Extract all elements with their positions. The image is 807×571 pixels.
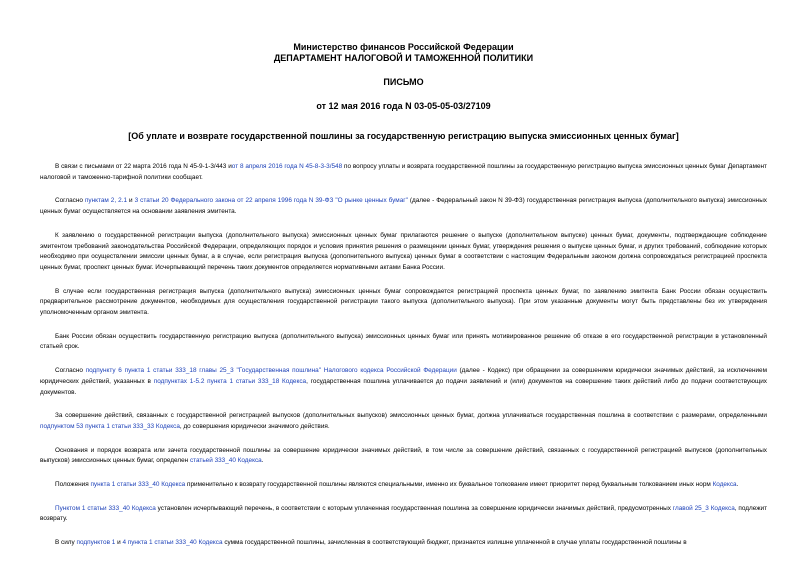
body-paragraph [40, 366, 767, 398]
document-reference-link[interactable]: подпунктом 53 пункта 1 статьи 333_33 Кодекса [40, 422, 180, 430]
body-paragraph [40, 196, 767, 217]
document-reference-link[interactable]: Кодекса [712, 481, 737, 489]
paragraph-text: . [261, 457, 264, 465]
paragraph-text: (далее - Кодекс) при обращении за совершением юридически значимых действий, за исключением юридических действий, указанных в [40, 367, 767, 385]
paragraph-text: и [115, 539, 123, 547]
paragraph-text: Банк России обязан осуществить государственную регистрацию выпуска (дополнительного выпуска) эмиссионных ценных бумаг или принять мотивированное решение об отказе в его государственной регистрации в установленный статьей срок. [40, 332, 767, 351]
paragraph-text: (далее - Федеральный закон N 39-ФЗ) государственная регистрация выпуска (дополнительного выпуска) эмиссионных ценных бумаг осуществляется на основании заявления эмитента. [40, 197, 767, 216]
body-paragraph [40, 332, 767, 353]
document-subject: [Об уплате и возврате государственной пошлины за государственную регистрацию выпуска эмиссионных ценных бумаг] [128, 131, 679, 141]
paragraph-text: Согласно [55, 197, 85, 205]
document-reference-link[interactable]: пунктам 2, 2.1 [84, 197, 128, 205]
body-paragraph [40, 287, 767, 319]
body-paragraph [40, 162, 767, 183]
document-type: ПИСЬМО [383, 77, 424, 87]
document-reference-link[interactable]: главой 25_3 Кодекса [672, 504, 735, 512]
paragraph-text: Основания и порядок возврата или зачета государственной пошлины за совершение юридически значимых действий, в том числе за совершение действий, связанных с государственной регистрацией выпусков (дополнительных выпусков) эмиссионных ценных бумаг, определен [40, 446, 767, 465]
document-reference-link[interactable]: подпункту 6 пункта 1 статьи 333_18 главы 25_3 "Государственная пошлина" Налогового кодекса Российской Федерации [85, 367, 457, 375]
body-paragraph [40, 538, 767, 549]
paragraph-text: . [736, 481, 739, 489]
paragraph-text: В случае если государственная регистрация выпуска (дополнительного выпуска) эмиссионных ценных бумаг сопровождается регистрацией проспекта ценных бумаг, по заявлению эмитента Банк России обязан осуществить предварительное рассмотрение документов, необходимых для осуществления государственной регистрации такого выпуска (дополнительного выпуска). При этом указанные документы могут быть представлены без их утверждения уполномоченным органом эмитента. [40, 287, 767, 317]
document-reference-link[interactable]: Пунктом 1 статьи 333_40 Кодекса [55, 504, 156, 512]
body-paragraph [40, 504, 767, 525]
paragraph-text: и [127, 197, 135, 205]
document-reference-link[interactable]: от 8 апреля 2016 года N 45-8-3-3/548 [231, 163, 343, 170]
paragraph-text: Положения [55, 481, 91, 489]
paragraph-text: , государственная пошлина уплачивается до подачи заявлений и (или) документов на совершение таких действий либо до подачи соответствующих документов. [40, 377, 767, 396]
paragraph-text: применительно к возврату государственной пошлины являются специальными, именно их буквальное толкование имеет приоритет перед буквальным толкованием иных норм [185, 481, 713, 489]
body-paragraph [40, 446, 767, 467]
document-body [40, 162, 767, 549]
document-reference-link[interactable]: статьей 333_40 Кодекса [189, 457, 262, 465]
ministry-name: Министерство финансов Российской Федерации [293, 42, 514, 52]
body-paragraph [40, 231, 767, 274]
paragraph-text: К заявлению о государственной регистрации выпуска (дополнительного выпуска) эмиссионных ценных бумаг прилагаются решение о выпуске (дополнительном выпуске) ценных бумаг, документы, подтверждающие соблюдение эмитентом требований законодательства Российской Федерации, определяющих порядок и условия принятия решения о размещении ценных бумаг, утверждения решения о выпуске ценных бумаг, и других требований, соблюдение которых необходимо при осуществлении эмиссии ценных бумаг, а в случае, если регистрация выпуска (дополнительного выпуска) ценных бумаг в соответствии с настоящим Федеральным законом должна сопровождаться регистрацией проспекта ценных бумаг, проспект ценных бумаг. Исчерпывающий перечень таких документов определяется нормативными актами Банка России. [40, 231, 767, 271]
paragraph-text: За совершение действий, связанных с государственной регистрацией выпусков (дополнительных выпусков) эмиссионных ценных бумаг, должна уплачиваться государственная пошлина в соответствии с размерами, определенными [55, 412, 767, 420]
document-date-number: от 12 мая 2016 года N 03-05-05-03/27109 [316, 101, 491, 111]
paragraph-text: по вопросу уплаты и возврата государственной пошлины за государственную регистрацию выпуска эмиссионных ценных бумаг Департамент налоговой и таможенно-тарифной политики сообщает. [40, 163, 767, 181]
paragraph-text: В силу [55, 539, 77, 547]
department-name: ДЕПАРТАМЕНТ НАЛОГОВОЙ И ТАМОЖЕННОЙ ПОЛИТИКИ [273, 53, 534, 63]
paragraph-text: установлен исчерпывающий перечень, в соответствии с которым уплаченная государственная пошлина за совершение юридически значимых действий, предусмотренных [155, 504, 673, 512]
document-reference-link[interactable]: подпунктов 1 [76, 539, 116, 547]
document-reference-link[interactable]: подпунктах 1-5.2 пункта 1 статьи 333_18 Кодекса [153, 377, 307, 385]
paragraph-text: , до совершения юридически значимого действия. [179, 422, 330, 430]
body-paragraph [40, 480, 767, 491]
body-paragraph [40, 411, 767, 432]
document-reference-link[interactable]: пункта 1 статьи 333_40 Кодекса [90, 481, 186, 489]
document-reference-link[interactable]: 3 статьи 20 Федерального закона от 22 апреля 1996 года N 39-ФЗ "О рынке ценных бумаг" [134, 197, 408, 205]
paragraph-text: В связи с письмами от 22 марта 2016 года N 45-9-1-3/443 и [55, 163, 232, 170]
paragraph-text: , подлежит возврату. [40, 504, 767, 523]
document-reference-link[interactable]: 4 пункта 1 статьи 333_40 Кодекса [122, 539, 223, 547]
paragraph-text: сумма государственной пошлины, зачисленная в соответствующий бюджет, признается излишне уплаченной в случае уплаты государственной пошлины в [222, 539, 687, 547]
paragraph-text: Согласно [55, 367, 86, 375]
